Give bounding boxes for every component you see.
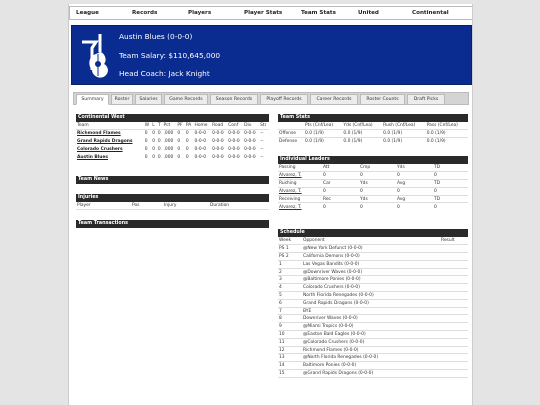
cell: TD	[433, 195, 468, 203]
cell: 0-0-0	[244, 154, 256, 160]
col-w: W	[144, 122, 151, 130]
nav-continental[interactable]: Continental	[412, 10, 449, 16]
schedule-week: 13	[278, 354, 302, 362]
cell	[278, 122, 304, 130]
cell: 0	[177, 154, 181, 160]
schedule-week: 7	[278, 307, 302, 315]
table-row	[76, 145, 269, 153]
tab-playoff-records[interactable]: Playoff Records	[260, 94, 308, 105]
team-link[interactable]: Colorado Crushers	[77, 146, 123, 152]
table-row	[76, 153, 269, 161]
schedule-week: 6	[278, 299, 302, 307]
cell: 0	[144, 146, 148, 152]
cell: 0	[185, 146, 189, 152]
player-link[interactable]: Alvarez, T.	[278, 187, 322, 195]
cell: 0.0 (1/9)	[343, 139, 363, 145]
schedule-week: 14	[278, 362, 302, 370]
col-yds: Yds (Cnf/Lea)	[342, 122, 382, 130]
schedule-row	[278, 338, 468, 346]
team-link[interactable]: Austin Blues	[77, 154, 108, 160]
col-duration: Duration	[209, 202, 269, 210]
tab-game-records[interactable]: Game Records	[164, 94, 208, 105]
cell: 0-0-0	[194, 131, 207, 137]
col-result: Result	[440, 237, 468, 245]
schedule-row	[278, 268, 468, 276]
cell: 0	[144, 131, 148, 137]
col-pa: PA	[185, 122, 194, 130]
cell: --	[260, 138, 264, 144]
cell: 0.0 (1/9)	[304, 130, 342, 138]
col-injury: Injury	[163, 202, 209, 210]
cell: 0-0-0	[228, 138, 240, 144]
cell: 0	[177, 131, 181, 137]
nav-records[interactable]: Records	[132, 10, 158, 16]
team-news-panel	[76, 176, 269, 184]
cell: 0.0 (1/9)	[305, 139, 324, 145]
cell: Defense	[279, 139, 298, 145]
cell: .000	[163, 131, 174, 137]
cell: 0	[434, 204, 437, 210]
col-conf: Conf	[227, 122, 243, 130]
schedule-row	[278, 253, 468, 261]
player-link[interactable]: Alvarez, T.	[279, 204, 302, 210]
table-row	[278, 130, 468, 138]
schedule-row	[278, 354, 468, 362]
table-row	[278, 172, 468, 180]
cell: 0	[359, 187, 396, 195]
tab-season-records[interactable]: Season Records	[210, 94, 258, 105]
cell: 0	[152, 146, 156, 152]
cell: Avg	[396, 180, 433, 188]
injuries-table	[76, 202, 269, 210]
schedule-week: 2	[278, 268, 302, 276]
col-pf: PF	[176, 122, 184, 130]
schedule-week: 5	[278, 292, 302, 300]
cell: 0-0-0	[194, 146, 207, 152]
team-link[interactable]: Richmond Flames	[77, 131, 121, 137]
schedule-opponent[interactable]: Richmond Flames (0-0-0)	[302, 346, 440, 354]
team-stats-title: Team Stats	[278, 114, 468, 122]
col-player: Player	[76, 202, 131, 210]
team-tabs	[73, 92, 469, 105]
schedule-result	[440, 284, 468, 292]
cell: 0.0 (1/9)	[382, 130, 426, 138]
col-pct: Pct	[163, 122, 177, 130]
schedule-table	[278, 237, 468, 378]
leaders-table	[278, 164, 468, 211]
cell: 0	[152, 138, 156, 144]
cell: .000	[163, 138, 174, 144]
cell: --	[260, 146, 264, 152]
injuries-panel	[76, 194, 269, 210]
schedule-result	[440, 370, 468, 378]
cell: 0	[144, 138, 148, 144]
cell: 0	[157, 154, 161, 160]
team-news-title: Team News	[76, 176, 269, 184]
standings-table	[76, 122, 269, 161]
schedule-row	[278, 307, 468, 315]
cell: 0.0 (1/9)	[383, 139, 403, 145]
cell: 0	[396, 187, 433, 195]
col-rush: Rush (Cnf/Lea)	[382, 122, 426, 130]
schedule-opponent[interactable]: North Florida Renegades (0-0-0)	[302, 292, 440, 300]
schedule-result	[440, 338, 468, 346]
schedule-result	[440, 260, 468, 268]
schedule-opponent[interactable]: Downriver Waves (0-0-0)	[302, 315, 440, 323]
nav-united[interactable]: United	[358, 10, 379, 16]
schedule-result	[440, 307, 468, 315]
tab-roster-counts[interactable]: Roster Counts	[360, 94, 405, 105]
team-stats-panel	[278, 114, 468, 145]
schedule-row	[278, 346, 468, 354]
cell: 0-0-0	[194, 154, 207, 160]
cell: 0-0-0	[194, 138, 207, 144]
cell: Yds	[359, 180, 396, 188]
cell: 0-0-0	[228, 146, 240, 152]
nav-player-stats[interactable]: Player Stats	[244, 10, 283, 16]
col-l: L	[151, 122, 157, 130]
cell: 0	[157, 131, 161, 137]
cell: 0	[157, 138, 161, 144]
team-link[interactable]: Grand Rapids Dragons	[77, 138, 133, 144]
schedule-opponent[interactable]: @New York Defunct (0-0-0)	[302, 245, 440, 253]
leaders-panel	[278, 156, 468, 211]
injuries-title: Injuries	[76, 194, 269, 202]
schedule-week: PS 2	[278, 253, 302, 261]
team-name: Austin Blues (0-0-0)	[119, 32, 193, 41]
cell: 0-0-0	[244, 138, 256, 144]
schedule-result	[440, 268, 468, 276]
schedule-row	[278, 323, 468, 331]
cell: TD	[433, 180, 468, 188]
table-row	[76, 138, 269, 146]
transactions-panel	[76, 220, 269, 228]
cell: 0-0-0	[212, 154, 224, 160]
cell: Rec	[322, 195, 359, 203]
cell: 0	[185, 131, 189, 137]
schedule-opponent[interactable]: @North Florida Renegades (0-0-0)	[302, 354, 440, 362]
schedule-result	[440, 292, 468, 300]
team-stats-table	[278, 122, 468, 145]
cell: 0.0 (1/9)	[426, 130, 468, 138]
cell: 0-0-0	[212, 146, 224, 152]
schedule-opponent[interactable]: @Colorado Crushers (0-0-0)	[302, 338, 440, 346]
schedule-result	[440, 315, 468, 323]
cell: 0	[157, 146, 161, 152]
nav-players[interactable]: Players	[188, 10, 212, 16]
cell: TD	[433, 164, 468, 172]
page-container	[68, 4, 473, 405]
schedule-result	[440, 299, 468, 307]
standings-title: Continental West	[76, 114, 269, 122]
cell: 0	[152, 154, 156, 160]
cell: 0	[359, 172, 396, 180]
cell: Offense	[278, 130, 304, 138]
schedule-week: 11	[278, 338, 302, 346]
cell: 0	[322, 187, 359, 195]
cell: 0	[360, 204, 363, 210]
schedule-opponent[interactable]: @Easton Bald Eagles (0-0-0)	[302, 331, 440, 339]
schedule-row	[278, 362, 468, 370]
schedule-opponent[interactable]: @Baltimore Ponies (0-0-0)	[302, 276, 440, 284]
schedule-result	[440, 253, 468, 261]
schedule-opponent[interactable]: Colorado Crushers (0-0-0)	[302, 284, 440, 292]
tab-career-records[interactable]: Career Records	[310, 94, 358, 105]
cell: 0	[185, 154, 189, 160]
team-banner	[71, 25, 472, 85]
schedule-row	[278, 331, 468, 339]
schedule-week: 1	[278, 260, 302, 268]
cell: 0	[397, 204, 400, 210]
cell: 0-0-0	[228, 154, 240, 160]
col-home: Home	[194, 122, 212, 130]
col-div: Div	[243, 122, 259, 130]
cell: 0	[433, 172, 468, 180]
schedule-row	[278, 260, 468, 268]
col-passing: Passing	[278, 164, 322, 172]
team-salary: Team Salary: $110,645,000	[119, 51, 221, 60]
schedule-row	[278, 299, 468, 307]
cell: 0	[144, 154, 148, 160]
cell: --	[260, 131, 264, 137]
schedule-row	[278, 245, 468, 253]
schedule-row	[278, 284, 468, 292]
cell: 0.0 (1/9)	[342, 130, 382, 138]
schedule-result	[440, 331, 468, 339]
cell: 0-0-0	[212, 131, 224, 137]
schedule-opponent[interactable]: @Grand Rapids Dragons (0-0-0)	[302, 370, 440, 378]
schedule-result	[440, 346, 468, 354]
leaders-title: Individual Leaders	[278, 156, 468, 164]
transactions-title: Team Transactions	[76, 220, 269, 228]
schedule-result	[440, 323, 468, 331]
schedule-opponent[interactable]: Baltimore Ponies (0-0-0)	[302, 362, 440, 370]
team-logo	[78, 30, 112, 82]
player-link[interactable]: Alvarez, T.	[278, 172, 322, 180]
cell: 0	[177, 146, 181, 152]
schedule-week: 8	[278, 315, 302, 323]
schedule-panel	[278, 229, 468, 378]
col-rushing: Rushing	[278, 180, 322, 188]
col-str: Str	[259, 122, 269, 130]
schedule-row	[278, 370, 468, 378]
col-road: Road	[211, 122, 227, 130]
schedule-week: 12	[278, 346, 302, 354]
schedule-result	[440, 245, 468, 253]
nav-league[interactable]: League	[76, 10, 99, 16]
col-team: Team	[76, 122, 144, 130]
schedule-week: 15	[278, 370, 302, 378]
schedule-week: 9	[278, 323, 302, 331]
cell: Att	[322, 164, 359, 172]
col-week: Week	[278, 237, 302, 245]
tab-salaries[interactable]: Salaries	[135, 94, 162, 105]
col-pass: Pass (Cnf/Lea)	[426, 122, 468, 130]
schedule-row	[278, 315, 468, 323]
cell: 0-0-0	[244, 131, 256, 137]
cell: 0	[323, 204, 326, 210]
cell: 0	[396, 172, 433, 180]
cell: .000	[163, 154, 174, 160]
cell: 0	[185, 138, 189, 144]
schedule-row	[278, 292, 468, 300]
cell: Yds	[396, 164, 433, 172]
schedule-opponent[interactable]: BYE	[302, 307, 440, 315]
schedule-opponent[interactable]: @Downriver Waves (0-0-0)	[302, 268, 440, 276]
schedule-title: Schedule	[278, 229, 468, 237]
schedule-result	[440, 354, 468, 362]
schedule-week: PS 1	[278, 245, 302, 253]
schedule-opponent[interactable]: Grand Rapids Dragons (0-0-0)	[302, 299, 440, 307]
table-row	[278, 187, 468, 195]
col-t: T	[157, 123, 161, 129]
table-row	[76, 130, 269, 138]
cell: Avg	[396, 195, 433, 203]
col-pts: Pts (Cnf/Lea)	[304, 122, 342, 130]
cell: .000	[163, 146, 174, 152]
top-navigation	[69, 6, 473, 20]
cell: --	[260, 154, 264, 160]
nav-team-stats[interactable]: Team Stats	[301, 10, 336, 16]
cell: 0	[177, 138, 181, 144]
col-receiving: Receiving	[278, 195, 322, 203]
cell: 0-0-0	[244, 146, 256, 152]
cell: 0.0 (1/9)	[426, 139, 446, 145]
cell: Cmp	[359, 164, 396, 172]
schedule-opponent[interactable]: @Miami Tropics (0-0-0)	[302, 323, 440, 331]
col-pos: Pos	[131, 202, 163, 210]
schedule-result	[440, 276, 468, 284]
cell: 0-0-0	[212, 138, 224, 144]
schedule-opponent[interactable]: California Demons (0-0-0)	[302, 253, 440, 261]
schedule-row	[278, 276, 468, 284]
table-row	[278, 138, 468, 146]
cell: Car	[322, 180, 359, 188]
cell: 0-0-0	[228, 131, 240, 137]
schedule-week: 10	[278, 331, 302, 339]
col-opponent: Opponent	[302, 237, 440, 245]
standings-panel	[76, 114, 269, 161]
tab-draft-picks[interactable]: Draft Picks	[407, 94, 445, 105]
cell: Yds	[359, 195, 396, 203]
schedule-result	[440, 362, 468, 370]
schedule-week: 3	[278, 276, 302, 284]
tab-roster[interactable]: Roster	[111, 94, 133, 105]
cell: 0	[322, 172, 359, 180]
head-coach: Head Coach: Jack Knight	[119, 69, 210, 78]
table-row	[278, 203, 468, 211]
cell: 0	[152, 131, 156, 137]
cell: 0	[433, 187, 468, 195]
schedule-week: 4	[278, 284, 302, 292]
tab-summary[interactable]: Summary	[76, 94, 109, 105]
schedule-opponent[interactable]: Las Vegas Bandits (0-0-0)	[302, 260, 440, 268]
